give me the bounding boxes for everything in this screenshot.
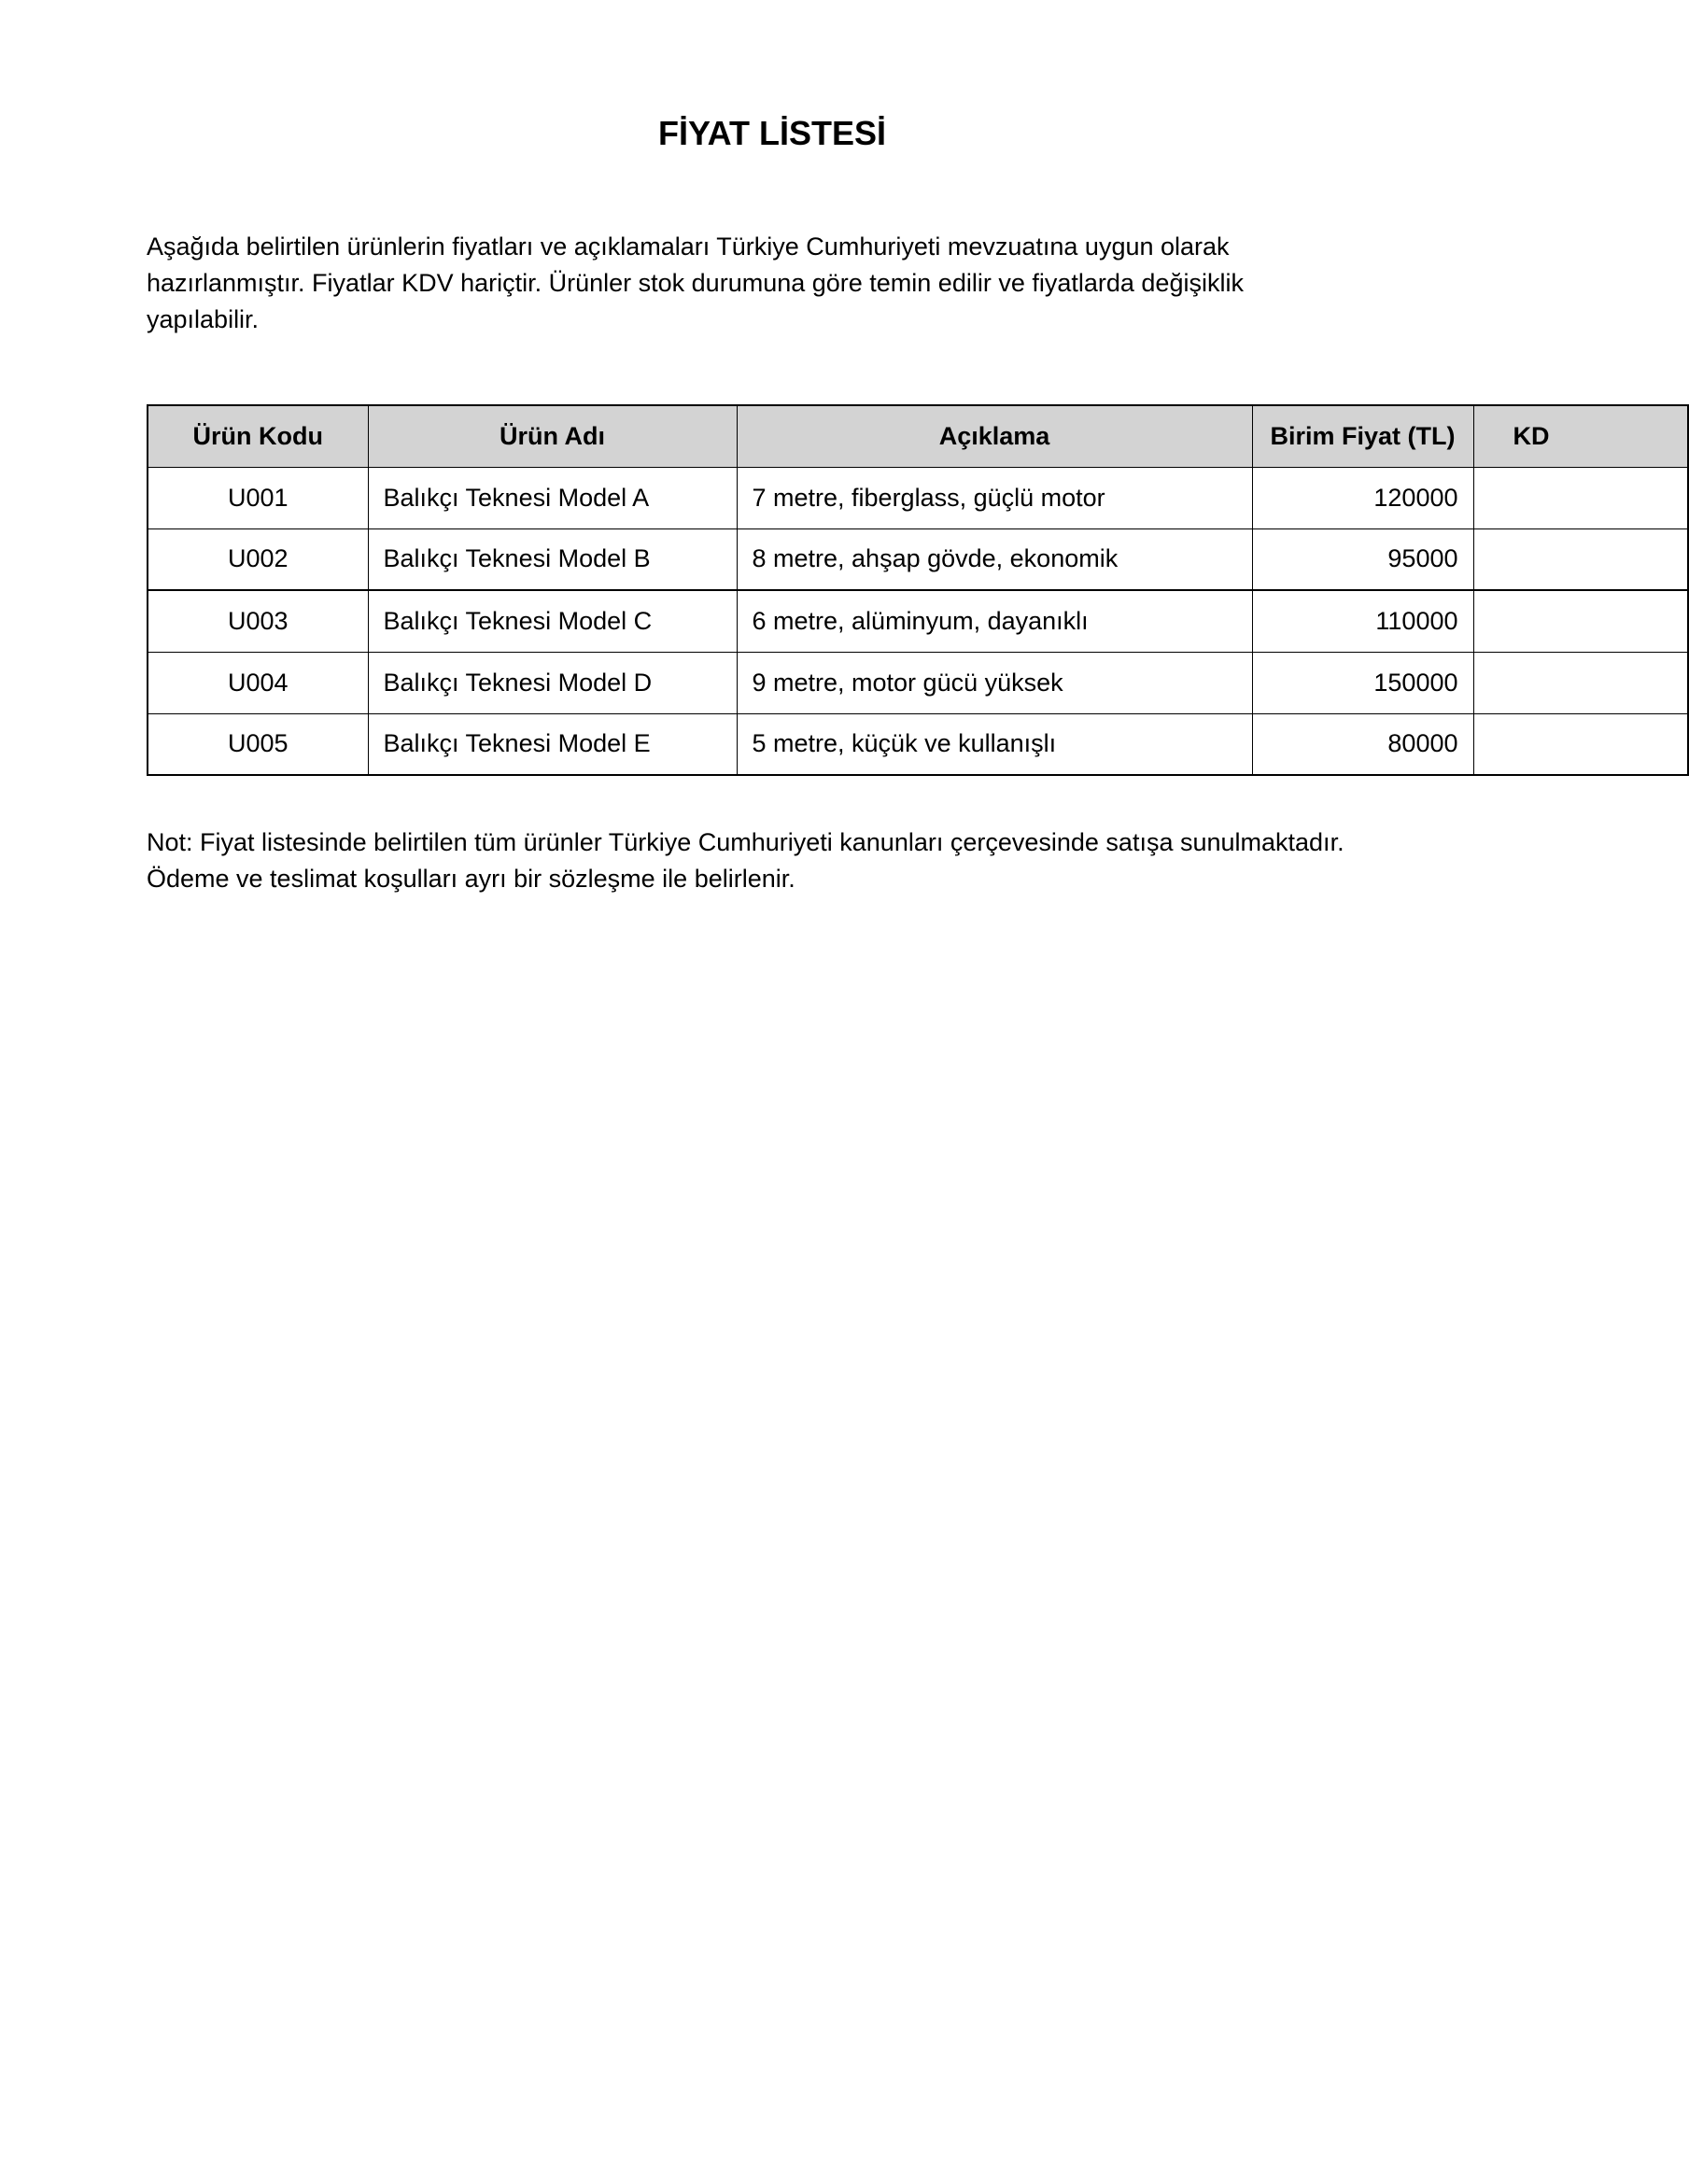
cell-description: 8 metre, ahşap gövde, ekonomik bbox=[737, 528, 1252, 590]
cell-unit-price: 110000 bbox=[1252, 590, 1473, 652]
cell-description: 9 metre, motor gücü yüksek bbox=[737, 652, 1252, 713]
cell-description: 6 metre, alüminyum, dayanıklı bbox=[737, 590, 1252, 652]
table-header-row bbox=[148, 405, 1688, 467]
intro-paragraph: Aşağıda belirtilen ürünlerin fiyatları ve açıklamaları Türkiye Cumhuriyeti mevzuatına uygun olarak hazırlanmıştır. Fiyatlar KDV hariçtir. Ürünler stok durumuna göre temin edilir ve fiyatlarda değişiklik yapılabilir. bbox=[147, 232, 1244, 333]
cell-description: 7 metre, fiberglass, güçlü motor bbox=[737, 467, 1252, 528]
cell-kdv bbox=[1473, 528, 1688, 590]
cell-unit-price: 95000 bbox=[1252, 528, 1473, 590]
cell-product-code: U003 bbox=[148, 590, 368, 652]
cell-product-name: Balıkçı Teknesi Model D bbox=[368, 652, 737, 713]
header-unit-price: Birim Fiyat (TL) bbox=[1252, 405, 1473, 467]
table-row bbox=[148, 652, 1688, 713]
header-product-name: Ürün Adı bbox=[368, 405, 737, 467]
cell-product-name: Balıkçı Teknesi Model A bbox=[368, 467, 737, 528]
cell-product-name: Balıkçı Teknesi Model C bbox=[368, 590, 737, 652]
cell-product-code: U005 bbox=[148, 713, 368, 775]
table-row bbox=[148, 467, 1688, 528]
cell-kdv bbox=[1473, 713, 1688, 775]
cell-unit-price: 80000 bbox=[1252, 713, 1473, 775]
header-kdv: KD bbox=[1473, 405, 1688, 467]
cell-kdv bbox=[1473, 590, 1688, 652]
cell-product-name: Balıkçı Teknesi Model B bbox=[368, 528, 737, 590]
cell-product-code: U004 bbox=[148, 652, 368, 713]
table-row bbox=[148, 528, 1688, 590]
cell-product-code: U002 bbox=[148, 528, 368, 590]
cell-product-name: Balıkçı Teknesi Model E bbox=[368, 713, 737, 775]
note-paragraph: Not: Fiyat listesinde belirtilen tüm ürünler Türkiye Cumhuriyeti kanunları çerçevesinde satışa sunulmaktadır. Ödeme ve teslimat koşulları ayrı bir sözleşme ile belirlenir. bbox=[147, 828, 1344, 893]
cell-kdv bbox=[1473, 467, 1688, 528]
price-table bbox=[147, 404, 1689, 776]
price-table-container bbox=[147, 404, 1550, 776]
cell-unit-price: 150000 bbox=[1252, 652, 1473, 713]
page-title: FİYAT LİSTESİ bbox=[657, 114, 887, 152]
table-row bbox=[148, 713, 1688, 775]
table-row bbox=[148, 590, 1688, 652]
cell-product-code: U001 bbox=[148, 467, 368, 528]
header-description: Açıklama bbox=[737, 405, 1252, 467]
header-product-code: Ürün Kodu bbox=[148, 405, 368, 467]
cell-unit-price: 120000 bbox=[1252, 467, 1473, 528]
cell-description: 5 metre, küçük ve kullanışlı bbox=[737, 713, 1252, 775]
cell-kdv bbox=[1473, 652, 1688, 713]
